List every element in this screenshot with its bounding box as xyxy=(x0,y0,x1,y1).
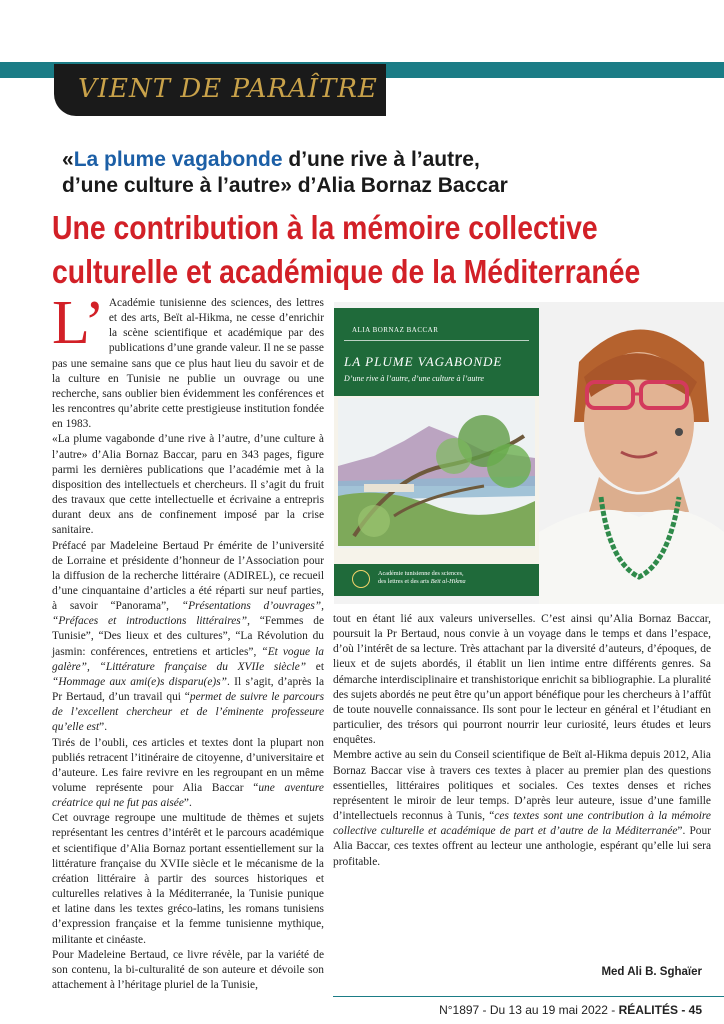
paragraph-2: «La plume vagabonde d’une rive à l’autre, d’une culture à l’autre» d’Alia Bornaz Baccar, paru en 343 pages, figure parmi les dernières publications que l’académie met à la disposition des intellectuels et chercheurs. Il s’agit du fruit des travaux que cette intellectuelle et écrivaine a entrepris durant deux ans de confinement imposé par la crise sanitaire. xyxy=(52,433,324,537)
headline-line2: culturelle et académique de la Méditerranée xyxy=(52,253,641,290)
publisher-name: Beït al-Hikma xyxy=(430,578,466,585)
issue-info: N°1897 - Du 13 au 19 mai 2022 - xyxy=(439,1003,619,1017)
footer-rule xyxy=(333,996,724,997)
overtitle xyxy=(62,147,702,199)
book-divider xyxy=(344,340,529,341)
article-column-1 xyxy=(52,289,325,993)
paragraph-3: Préfacé par Madeleine Bertaud Pr émérite de l’université de Lorraine et présidente d’honneur de l’Association pour la diffusion de la recherche littéraire (ADIREL), ce recueil d’une cinquantaine d’articles a été réparti sur neuf parties, à savoir “Panorama”, “Présentations d’ouvrages”, “Préfaces et introductions littéraires”, “Femmes de Tunisie”, “Des lieux et des cultures”, “La Révolution du jasmin: conférences, entretiens et articles”, “Et vogue la galère”, “Littérature française du XVIIe siècle” et “Hommage aux ami(e)s disparu(e)s”. Il s’agit, d’après la Pr Bertaud, d’un travail qui “permet de suivre le parcours de l’excellent chercheur et de l’éminente professeure qu’elle est”. xyxy=(52,539,325,734)
academy-logo-icon xyxy=(352,570,370,588)
paragraph-8: Membre active au sein du Conseil scientifique de Beït al-Hikma depuis 2012, Alia Bornaz Baccar vise à travers ces textes à placer au premier plan des questions essentielles, littéraires politiques et sociales. Ces textes denses et riches représentent le miroir de leur temps. D’après leur auteure, issue d’une famille d’intellectuels reconnus à Tunis, “ces textes sont une contribution à la mémoire collective culturelle et académique de part et d’autre de la Méditerranée”. Pour Alia Baccar, ces textes offrent au lecteur une anthologie, espérant qu’elle lui sera profitable. xyxy=(333,749,711,868)
article-photo xyxy=(334,302,724,604)
quote-mark: « xyxy=(62,148,74,171)
paragraph-6: Pour Madeleine Bertaud, ce livre révèle, par la variété de son contenu, la bi-culturalité de son auteure et dévoile son attachement à l’héritage pluriel de la Tunisie, xyxy=(52,948,324,992)
headline-line1: Une contribution à la mémoire collective xyxy=(52,209,598,246)
section-rubric-label: VIENT DE PARAÎTRE xyxy=(78,74,378,104)
section-rubric xyxy=(54,64,386,116)
book-cover-subtitle: D’une rive à l’autre, d’une culture à l’autre xyxy=(344,374,484,383)
author-signature: Med Ali B. Sghaïer xyxy=(601,966,702,978)
paragraph-5: Cet ouvrage regroupe une multitude de thèmes et sujets représentant les centres d’intérêt et le parcours académique et scientifique d’Alia Bornaz portant essentiellement sur la littérature française du XVIIe siècle et le mécanisme de la création littéraire à partir des sources historiques et culturelles relatives à la Méditerranée, la Tunisie punique et latine dans les textes gréco-latins, les romans tunisiens d’expression française et la femme tunisienne mythique, militante et cinéaste. xyxy=(52,812,324,946)
overtitle-line2: d’une culture à l’autre» d’Alia Bornaz Baccar xyxy=(62,174,508,197)
page-footer xyxy=(439,1003,702,1017)
paragraph-4: Tirés de l’oubli, ces articles et textes dont la plupart non publiés retracent l’itinéraire de citoyenne, d’universitaire et d’auteure. Les faire revivre en les regroupant en un même volume représente pour Alia Baccar “une aventure créatrice qui ne fut pas aisée”. xyxy=(52,736,324,810)
book-title-highlight: La plume vagabonde xyxy=(73,148,283,171)
publisher-line2: des lettres et des arts xyxy=(378,578,431,585)
book-publisher xyxy=(378,570,538,586)
paragraph-1: Académie tunisienne des sciences, des lettres et des arts, Beït al-Hikma, ne cesse d’enrichir la scène scientifique et académique par des publications d’une grande valeur. Il ne se passe pas une semaine sans que ce plus haut lieu du savoir et de la culture en Tunisie ne publie un ouvrage ou une recherche, sans oublier bien évidemment les conférences et les rencontres qu’abrite cette prestigieuse institution fondée en 1983. xyxy=(52,297,324,431)
book-cover-title: LA PLUME VAGABONDE xyxy=(344,354,503,369)
book-cover xyxy=(334,308,539,596)
magazine-name: RÉALITÉS xyxy=(618,1003,678,1017)
paragraph-7: tout en étant lié aux valeurs universelles. C’est ainsi qu’Alia Bornaz Baccar, poursuit la Pr Bertaud, nous convie à un voyage dans le temps et dans l’espace, d’où l’intérêt de sa lecture. Très attachant par la diversité d’auteurs, d’époques, de lieux et de sujets abordés, il établit un lien intime entre différents genres. Sa démarche interdisciplinaire et transhistorique enrichit sa bibliographie. La pluralité des sujets abordés ne peut être qu’un apport bénéfique pour les chercheurs à l’affût de toute nouvelle connaissance. Ils sont pour le lecteur en général et l’étudiant en particulier, des trésors qui pourront nourrir leur curiosité, leurs études et leurs enquêtes. xyxy=(333,613,711,747)
publisher-line1: Académie tunisienne des sciences, xyxy=(378,570,464,577)
author-portrait xyxy=(539,302,724,604)
page-number: - 45 xyxy=(677,1003,702,1017)
overtitle-line1: d’une rive à l’autre, xyxy=(282,148,480,171)
article-column-2 xyxy=(333,612,711,870)
dropcap: L’ xyxy=(52,289,105,357)
book-author: ALIA BORNAZ BACCAR xyxy=(352,326,439,334)
cover-painting xyxy=(334,396,539,564)
headline xyxy=(52,206,641,294)
